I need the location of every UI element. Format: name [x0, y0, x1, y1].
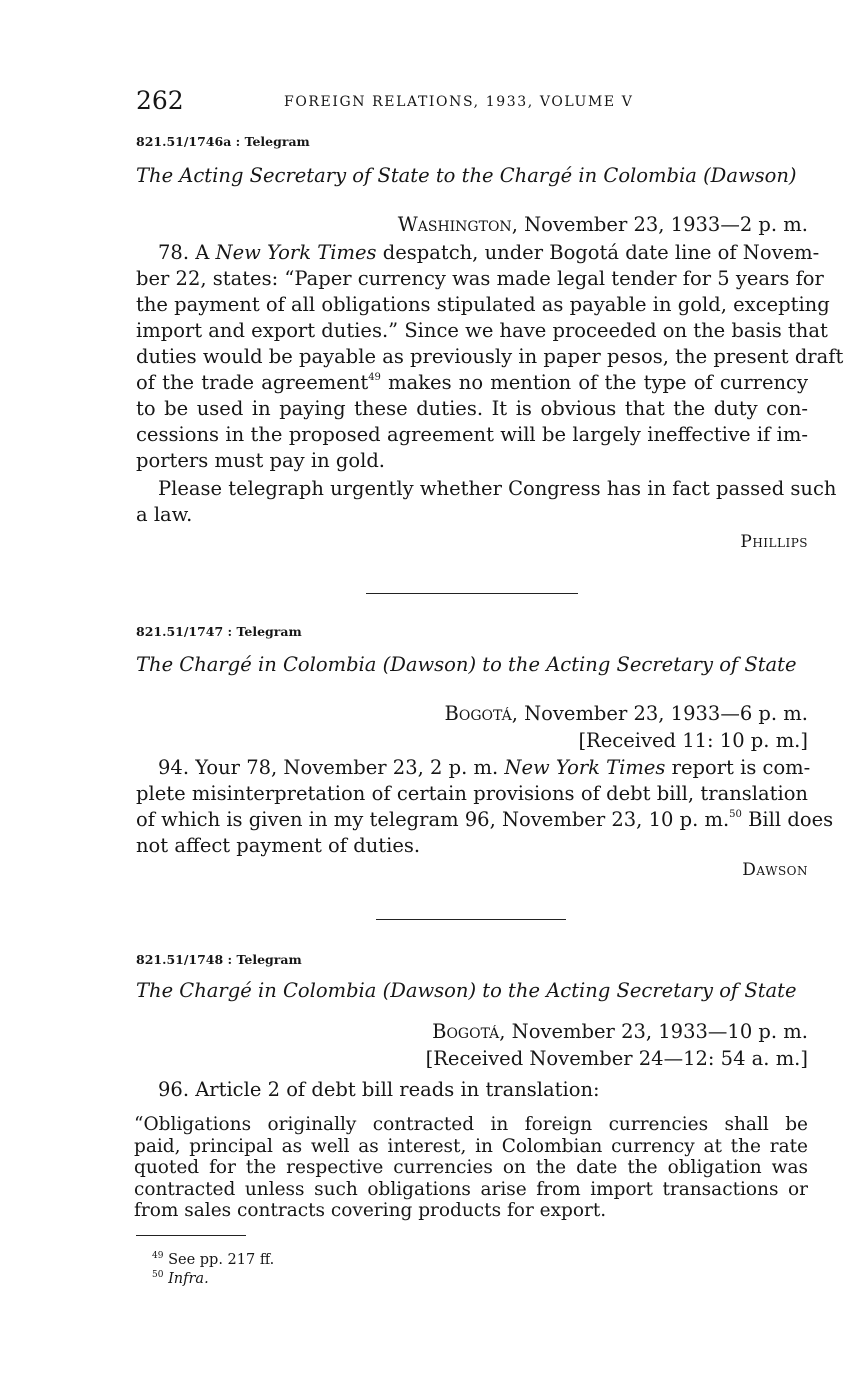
text-line: not affect payment of duties.	[136, 834, 421, 857]
dateline	[432, 1019, 808, 1045]
quote-line: quoted for the respective currencies on the date the obligation was	[134, 1157, 808, 1178]
footnote-divider	[136, 1235, 246, 1236]
paragraph	[136, 755, 834, 859]
dateline	[445, 701, 808, 727]
text-line: cessions in the proposed agreement will be largely ineffective if im-	[136, 423, 808, 446]
text-line: porters must pay in gold.	[136, 449, 385, 472]
page-number: 262	[136, 86, 184, 115]
received-note: [Received November 24—12: 54 a. m.]	[425, 1047, 808, 1070]
quote-line: paid, principal as well as interest, in Colombian currency at the rate	[134, 1135, 808, 1157]
paragraph	[158, 1077, 808, 1103]
text-line: plete misinterpretation of certain provisions of debt bill, translation	[136, 782, 808, 805]
signature: Phillips	[740, 532, 808, 552]
footnote-ref: 50	[729, 809, 742, 820]
text-line: import and export duties.” Since we have proceeded on the basis that	[136, 319, 828, 342]
footnote-mark: 50	[152, 1270, 164, 1280]
footnote-ref: 49	[368, 372, 381, 383]
dateline	[398, 212, 808, 238]
doc-id: 821.51/1746a : Telegram	[136, 134, 310, 149]
page-header	[136, 86, 808, 118]
received-note: [Received 11: 10 p. m.]	[578, 729, 808, 752]
doc-id: 821.51/1747 : Telegram	[136, 624, 302, 639]
document-title: The Chargé in Colombia (Dawson) to the Acting Secretary of State	[136, 979, 797, 1002]
text-line: of which is given in my telegram 96, November 23, 10 p. m.$^{50}$ Bill does	[136, 808, 834, 831]
document-title: The Chargé in Colombia (Dawson) to the Acting Secretary of State	[136, 653, 797, 676]
quote-line: contracted unless such obligations arise from import transactions or	[134, 1178, 808, 1200]
section-divider	[376, 919, 566, 920]
dateline-date: , November 23, 1933—10 p. m.	[499, 1020, 808, 1043]
text-line: to be used in paying these duties. It is obvious that the duty con-	[136, 397, 808, 420]
dateline-date: , November 23, 1933—6 p. m.	[511, 702, 808, 725]
section-divider	[366, 593, 578, 594]
signature: Dawson	[742, 860, 808, 880]
text-line: Please telegraph urgently whether Congress has in fact passed such	[158, 477, 837, 500]
text-line: 94. Your 78, November 23, 2 p. m. New York Times report is com-	[158, 756, 811, 779]
running-head: FOREIGN RELATIONS, 1933, VOLUME V	[284, 94, 634, 110]
footnote-mark: 49	[152, 1251, 164, 1261]
quote-line: from sales contracts covering products for export.	[134, 1200, 607, 1221]
newspaper-name: New York Times	[215, 241, 377, 264]
text-line: a law.	[136, 503, 193, 526]
quote-line: “Obligations originally contracted in foreign currencies shall be	[134, 1114, 808, 1135]
text-line: the payment of all obligations stipulated as payable in gold, excepting	[136, 293, 830, 316]
dateline-place: Washington	[397, 213, 512, 236]
doc-id: 821.51/1748 : Telegram	[136, 952, 302, 967]
dateline-date: , November 23, 1933—2 p. m.	[511, 213, 808, 236]
document-title: The Acting Secretary of State to the Chargé in Colombia (Dawson)	[136, 164, 797, 187]
text-line: 96. Article 2 of debt bill reads in translation:	[158, 1078, 600, 1101]
footnote-text: Infra.	[168, 1271, 209, 1287]
text-line: 78. A New York Times despatch, under Bogotá date line of Novem-	[158, 241, 820, 264]
newspaper-name: New York Times	[504, 756, 666, 779]
block-quote	[134, 1114, 808, 1222]
dateline-place: Bogotá	[432, 1020, 500, 1043]
text-line: ber 22, states: “Paper currency was made legal tender for 5 years for	[136, 267, 824, 290]
footnote-text: See pp. 217 ff.	[168, 1252, 275, 1268]
dateline-place: Bogotá	[444, 702, 512, 725]
text-line: duties would be payable as previously in paper pesos, the present draft	[136, 345, 844, 368]
paragraph	[136, 240, 844, 474]
text-line: of the trade agreement$^{49}$ makes no mention of the type of currency	[136, 371, 808, 394]
paragraph	[136, 476, 837, 528]
footnote	[152, 1265, 209, 1289]
